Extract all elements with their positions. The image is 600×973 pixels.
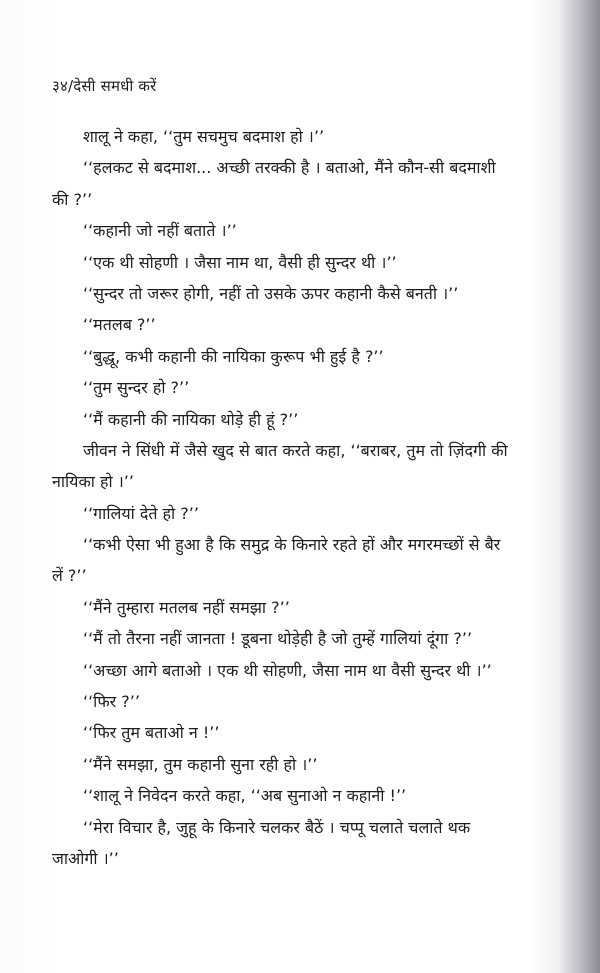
text-line: ‘‘मैं कहानी की नायिका थोड़े ही हूं ?’’: [83, 409, 299, 429]
text-line: ‘‘तुम सुन्दर हो ?’’: [83, 378, 190, 398]
text-line: ‘‘हलकट से बदमाश... अच्छी तरक्की है । बताओ, मैंने कौन-सी बदमाशी: [83, 158, 496, 178]
text-line: ‘‘फिर तुम बताओ न !’’: [83, 723, 220, 743]
text-line: ‘‘अच्छा आगे बताओ । एक थी सोहणी, जैसा नाम था वैसी सुन्दर थी ।’’: [83, 660, 492, 680]
text-line: नायिका हो ।’’: [52, 472, 134, 492]
text-line: ‘‘सुन्दर तो जरूर होगी, नहीं तो उसके ऊपर कहानी कैसे बनती ।’’: [83, 283, 459, 303]
text-line: ‘‘कहानी जो नहीं बताते ।’’: [83, 221, 237, 241]
body-text: [52, 121, 560, 874]
text-line: जाओगी ।’’: [52, 848, 119, 868]
text-line: ‘‘मेरा विचार है, जुहू के किनारे चलकर बैठें । चप्पू चलाते चलाते थक: [83, 817, 471, 837]
text-line: ‘‘बुद्धू, कभी कहानी की नायिका कुरूप भी हुई है ?’’: [83, 346, 384, 366]
text-line: ‘‘मतलब ?’’: [83, 315, 156, 335]
text-line: ‘‘मैं तो तैरना नहीं जानता ! डूबना थोड़ेही है जो तुम्हें गालियां दूंगा ?’’: [83, 629, 473, 649]
text-line: लें ?’’: [52, 566, 87, 586]
text-line: जीवन ने सिंधी में जैसे खुद से बात करते कहा, ‘‘बराबर, तुम तो ज़िंदगी की: [83, 440, 508, 460]
text-line: ‘‘मैंने तुम्हारा मतलब नहीं समझा ?’’: [83, 597, 290, 617]
text-line: ‘‘कभी ऐसा भी हुआ है कि समुद्र के किनारे रहते हों और मगरमच्छों से बैर: [83, 535, 501, 555]
running-head: ३४/देसी समधी करें: [52, 77, 157, 95]
text-line: की ?’’: [52, 189, 93, 209]
text-line: शालू ने कहा, ‘‘तुम सचमुच बदमाश हो ।’’: [83, 127, 325, 146]
text-line: ‘‘शालू ने निवेदन करते कहा, ‘‘अब सुनाओ न कहानी !’’: [83, 786, 407, 806]
text-line: ‘‘फिर ?’’: [83, 692, 140, 712]
text-line: ‘‘मैंने समझा, तुम कहानी सुना रही हो ।’’: [83, 754, 318, 774]
text-line: ‘‘गालियां देते हो ?’’: [83, 503, 199, 523]
text-line: ‘‘एक थी सोहणी । जैसा नाम था, वैसी ही सुन्दर थी ।’’: [83, 252, 397, 272]
